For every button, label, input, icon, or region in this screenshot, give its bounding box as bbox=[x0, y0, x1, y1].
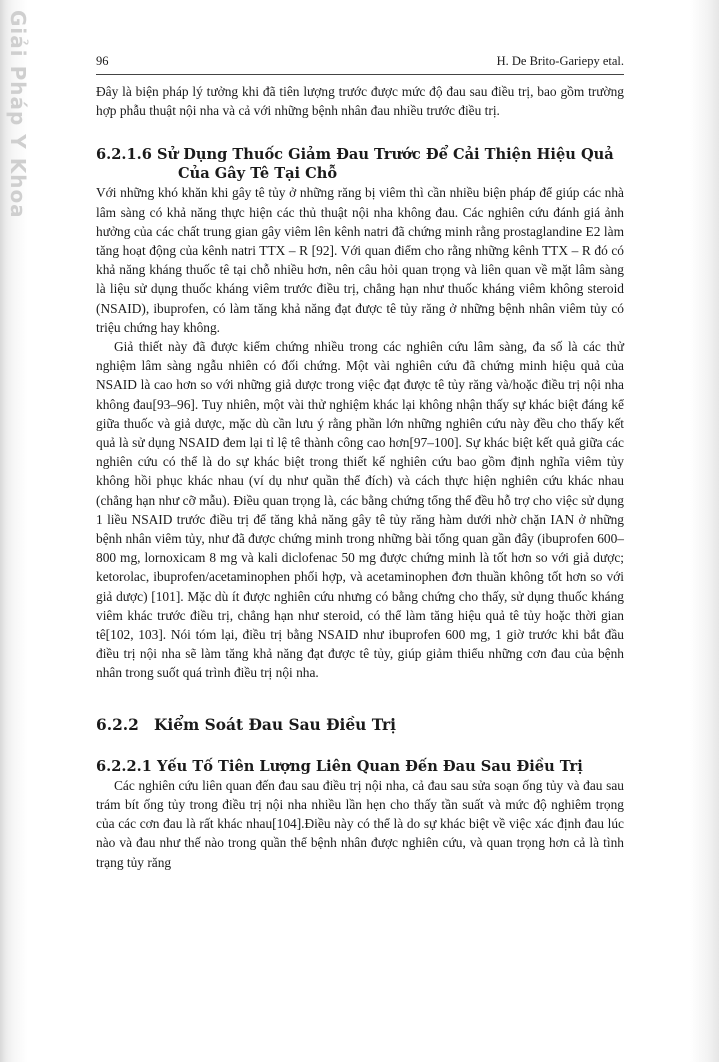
page-body bbox=[96, 82, 624, 872]
intro-paragraph: Đây là biện pháp lý tưởng khi đã tiên lượng trước được mức độ đau sau điều trị, bao gồm trường hợp phẫu thuật nội nha và cả với những bệnh nhân đau nhiều trước điều trị. bbox=[96, 84, 624, 119]
section-title: Sử Dụng Thuốc Giảm Đau Trước Để Cải Thiện Hiệu Quả Của Gây Tê Tại Chỗ bbox=[156, 146, 614, 183]
section-6221-paragraph-1: Các nghiên cứu liên quan đến đau sau điều trị nội nha, cả đau sau sửa soạn ống tủy và đau sau trám bít ống tủy trong điều trị nội nha nhiều lần hẹn cho thấy tần suất và mức độ nghiêm trọng của các cơn đau là rất khác nhau[104].Điều này có thể là do sự khác biệt về việc xác định đau lúc nào và đau như thế nào trong quần thể bệnh nhân được nghiên cứu, và quan trọng hơn cả là tình trạng tủy răng bbox=[96, 777, 624, 870]
section-6216-heading bbox=[96, 145, 624, 183]
header-rule bbox=[96, 74, 624, 75]
section-title: Kiểm Soát Đau Sau Điều Trị bbox=[154, 715, 397, 734]
section-title: Yếu Tố Tiên Lượng Liên Quan Đến Đau Sau Điều Trị bbox=[156, 757, 583, 775]
running-author: H. De Brito-Gariepy etal. bbox=[496, 54, 624, 68]
section-622-heading bbox=[96, 715, 624, 735]
section-number: 6.2.1.6 bbox=[96, 146, 152, 164]
page-number: 96 bbox=[96, 54, 109, 68]
section-number: 6.2.2.1 bbox=[96, 757, 152, 775]
section-number: 6.2.2 bbox=[96, 715, 139, 734]
section-6221-heading bbox=[96, 757, 624, 776]
watermark: Giải Pháp Y Khoa bbox=[6, 10, 30, 219]
section-6216-paragraph-2: Giả thiết này đã được kiểm chứng nhiều trong các nghiên cứu lâm sàng, đa số là các thử nghiệm lâm sàng ngẫu nhiên có đối chứng. Một vài nghiên cứu đã chứng minh hiệu quả của NSAID là cao hơn so với những giả dược trong việc đạt được tê tủy răng và/hoặc điều trị nội nha không đau[93–96]. Tuy nhiên, một vài thử nghiệm khác lại không nhận thấy sự khác biệt đáng kể giữa thuốc và giả dược, mặc dù cần lưu ý rằng phần lớn những nghiên cứu này đều cho thấy kết quả là sử dụng NSAID đem lại tỉ lệ tê thành công cao hơn[97–100]. Sự khác biệt kết quả giữa các nghiên cứu có thể là do sự khác biệt trong thiết kế nghiên cứu bao gồm định nghĩa viêm tủy không hồi phục khác nhau (ví dụ như quần thể đích) và cách thực hiện nghiên cứu khác nhau (chẳng hạn như cỡ mẫu). Điều quan trọng là, các bằng chứng tổng thể đều hỗ trợ cho việc sử dụng 1 liều NSAID trước điều trị để tăng khả năng gây tê tủy răng hàm dưới nhờ chặn IAN ở những bệnh nhân viêm tủy, như đã được chứng minh trong những bài tổng quan gần đây (ibuprofen 600–800 mg, lornoxicam 8 mg và kali diclofenac 50 mg được chứng minh là tốt hơn so với giả dược; ketorolac, ibuprofen/acetaminophen phối hợp, và acetaminophen đơn thuần không tốt hơn so với giả dược) [101]. Mặc dù ít được nghiên cứu nhưng có bằng chứng cho thấy, sử dụng thuốc kháng viêm khác trước điều trị, chẳng hạn như steroid, có thể làm tăng hiệu quả tê tủy hoặc thời gian tê[102, 103]. Nói tóm lại, điều trị bằng NSAID như ibuprofen 600 mg, 1 giờ trước khi bắt đầu điều trị nội nha sẽ làm tăng khả năng đạt được tê tủy, giúp giảm thiểu những cơn đau của bệnh nhân trong suốt quá trình điều trị nội nha. bbox=[96, 339, 624, 681]
section-6216-paragraph-1: Với những khó khăn khi gây tê tủy ở những răng bị viêm thì cần nhiều biện pháp để giúp các nhà lâm sàng có khả năng thực hiện các thủ thuật nội nha không đau. Các nghiên cứu đánh giá ảnh hưởng của các chất trung gian gây viêm lên kênh natri đã chứng minh rằng prostaglandine E2 làm tăng hoạt động của kênh natri TTX – R [92]. Với quan điểm cho rằng những kênh TTX – R đó có khả năng kháng thuốc tê tại chỗ nhiều hơn, nên câu hỏi quan trọng và liên quan về mặt lâm sàng là liệu sử dụng thuốc kháng viêm trước điều trị, chẳng hạn như thuốc kháng viêm không steroid (NSAID), ibuprofen, có làm tăng khả năng đạt được tê tủy răng ở những bệnh nhân viêm tủy có triệu chứng hay không. bbox=[96, 185, 624, 335]
